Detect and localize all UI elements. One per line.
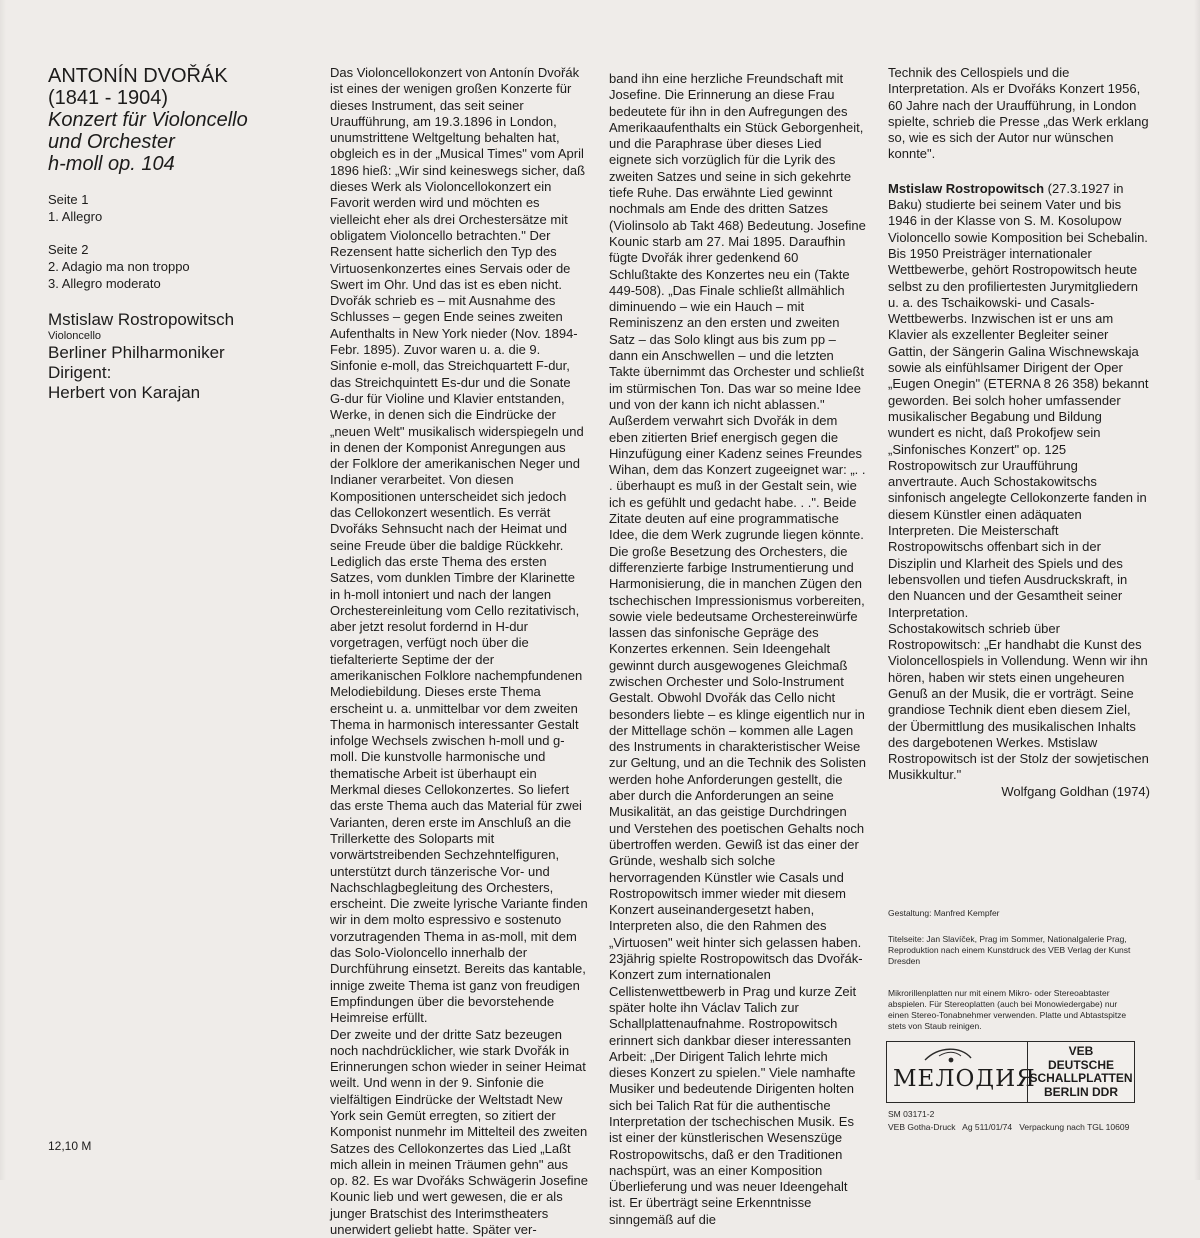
label-logo-box: [886, 1041, 1135, 1103]
composer-dates: (1841 - 1904): [48, 87, 169, 109]
liner-notes-column-3: [888, 65, 1150, 800]
paragraph: Der zweite und der dritte Satz bezeugen noch nachdrücklicher, wie stark Dvořák in Erinnerungen schon wieder in seiner Heimat weilt. Und wenn in der 9. Sinfonie die vielfältigen Eindrücke der Weltstadt New York sein Gemüt erregten, so zitiert der Komponist nunmehr im Mittelteil des zweiten Satzes des Cellokonzertes das Lied „Laßt mich allein in meinen Träumen gehn" aus op. 82. Es war Dvořáks Schwägerin Josefine Kounic lieb und wert gewesen, die er als junger Bratschist des Interimstheaters unerwidert geliebt hatte. Später ver-: [330, 1026, 588, 1238]
biography-name: Mstislaw Rostropowitsch: [888, 180, 1045, 196]
printer-line: VEB Gotha-Druck Ag 511/01/74 Verpackung nach TGL 10609: [888, 1122, 1130, 1132]
side-2-track-2: 2. Adagio ma non troppo: [48, 259, 190, 274]
veb-label-text: [1027, 1042, 1134, 1102]
conductor-name: Herbert von Karajan: [48, 383, 201, 402]
veb-line-3: SCHALLPLATTEN: [1029, 1071, 1133, 1085]
work-title-line-2: und Orchester: [48, 131, 175, 153]
author-credit: Wolfgang Goldhan (1974): [1001, 783, 1150, 799]
side-2-label: Seite 2: [48, 242, 89, 257]
cover-credit: Titelseite: Jan Slavíček, Prag im Sommer, Nationalgalerie Prag, Reproduktion nach einem Kunstdruck des VEB Verlag der Kunst Dresden: [888, 934, 1131, 966]
side-1-track-1: 1. Allegro: [48, 209, 103, 224]
side-1-label: Seite 1: [48, 192, 89, 207]
price: 12,10 M: [48, 1139, 92, 1153]
soloist-name: Mstislaw Rostropowitsch: [48, 310, 235, 329]
catalog-number: SM 03171-2: [888, 1109, 935, 1119]
paragraph: Technik des Cellospiels und die Interpretation. Als er Dvořáks Konzert 1956, 60 Jahre nach der Uraufführung, in London spielte, schrieb die Presse „das Werk erklang so, wie es sich der Autor nur wünschen konnte".: [888, 65, 1149, 162]
composer-name: ANTONÍN DVOŘÁK: [48, 65, 228, 87]
paragraph: 23jährig spielte Rostropowitsch das Dvořák-Konzert zum internationalen Cellistenwettbewerb in Prag und kurze Zeit später holte ihn Václav Talich zur Schallplattenaufnahme. Rostropowitsch erinnert sich dankbar dieser interessanten Arbeit: „Der Dirigent Talich lehrte mich dieses Konzert zu spielen." Viele namhafte Musiker und bedeutende Dirigenten holten sich bei Talich Rat für die authentische Interpretation der tschechischen Musik. Es ist einer der künstlerischen Wesenszüge Rostropowitschs, daß er den Traditionen nachspürt, was an einer Komposition Überlieferung und was neuer Ideengehalt ist. Er überträgt seine Erkenntnisse sinngemäß auf die: [609, 951, 863, 1227]
paragraph: band ihn eine herzliche Freundschaft mit Josefine. Die Erinnerung an diese Frau bedeutete für ihn in den Aufregungen des Amerikaaufenthalts ein Stück Geborgenheit, und die Paraphrase über dieses Lied eignete sich vorzüglich für die Lyrik des zweiten Satzes und seine in sich gekehrte tiefe Ruhe. Das erwähnte Lied gewinnt nochmals am Ende des dritten Satzes (Violinsolo ab Takt 468) Bedeutung. Josefine Kounic starb am 27. Mai 1895. Daraufhin fügte Dvořák ihrer gedenkend 60 Schlußtakte des Konzertes neu ein (Takte 449-508). „Das Finale schließt allmählich diminuendo – wie ein Hauch – mit Reminiszenz an den ersten und zweiten Satz – das Solo klingt aus bis zum pp – dann ein Anschwellen – und die letzten Takte übernimmt das Orchester und schließt im stürmischen Ton. Das war so meine Idee und von der kann ich nicht ablassen." Außerdem verwahrt sich Dvořák in dem eben zitierten Brief energisch gegen die Hinzufügung einer Kadenz seines Freundes Wihan, dem das Konzert zugeeignet war: „. . . überhaupt es muß in der Gestalt sein, wie ich es gefühlt und gedacht habe. . .". Beide Zitate deuten auf eine programmatische Idee, die dem Werk zugrunde liegen könnte. Die große Besetzung des Orchesters, die differenzierte farbige Instrumentierung und Harmonisierung, die in manchen Zügen den tschechischen Impressionismus vorbereiten, sowie viele bedeutsame Orchestereinwürfe lassen das sinfonische Gepräge des Konzertes erkennen. Sein Ideengehalt gewinnt durch ausgewogenes Gleichmaß zwischen Orchester und Solo-Instrument Gestalt. Obwohl Dvořák das Cello nicht besonders liebte – es klinge eigentlich nur in der Mittellage schön – kommen alle Lagen des Instruments in charakteristischer Weise zur Geltung, und an die Technik des Solisten werden hohe Anforderungen gestellt, die aber durch die Anforderungen an seine Musikalität, an das geistige Durchdringen und Verstehen des poetischen Gehalts noch übertroffen werden. Gewiß ist das einer der Gründe, weshalb sich solche hervorragenden Künstler wie Casals und Rostropowitsch immer wieder mit diesem Konzert auseinandergesetzt haben, Interpreten also, die den Rahmen des „Virtuosen" weit hinter sich gelassen haben.: [609, 71, 867, 950]
veb-line-4: BERLIN DDR: [1044, 1084, 1118, 1099]
liner-notes-column-1: [330, 65, 588, 1238]
orchestra-name: Berliner Philharmoniker: [48, 343, 225, 362]
design-credit: Gestaltung: Manfred Kempfer: [888, 908, 1000, 918]
side-2-track-3: 3. Allegro moderato: [48, 276, 161, 291]
conductor-label: Dirigent:: [48, 363, 112, 382]
work-title-line-3: h-moll op. 104: [48, 153, 175, 175]
title-block: [48, 65, 298, 403]
veb-line-2: DEUTSCHE: [1047, 1057, 1114, 1072]
melodiya-logo: [887, 1042, 1036, 1102]
liner-notes-column-2: [609, 71, 867, 1228]
veb-line-1: VEB: [1068, 1044, 1094, 1058]
quote-paragraph: Schostakowitsch schrieb über Rostropowitsch: „Er handhabt die Kunst des Violoncellospiels in Vollendung. Wenn wir ihn hören, haben wir stets einen ungeheuren Genuß an der Musik, die er vorträgt. Seine grandiose Technik dient eben diesem Ziel, der Übermittlung des musikalischen Inhalts des dargebotenen Werkes. Mstislaw Rostropowitsch ist der Stolz der sowjetischen Musikkultur.": [888, 620, 1149, 783]
soloist-instrument: Violoncello: [48, 330, 102, 342]
paragraph: Dvořák schrieb es – mit Ausnahme des Schlusses – gegen Ende seines zweiten Aufenthalts in New York nieder (Nov. 1894-Febr. 1895). Zuvor waren u. a. die 9. Sinfonie e-moll, das Streichquartett F-dur, das Streichquintett Es-dur und die Sonate G-dur für Violine und Klavier entstanden, Werke, in denen sich die Eindrücke der „neuen Welt" musikalisch widerspiegeln und in denen der Komponist Anregungen aus der Folklore der amerikanischen Neger und Indianer verarbeitet. Von diesen Kompositionen unterscheidet sich jedoch das Cellokonzert wesentlich. Es verrät Dvořáks Sehnsucht nach der Heimat und seine Freude über die baldige Rückkehr. Lediglich das erste Thema des ersten Satzes, vom dunklen Timbre der Klarinette in h-moll intoniert und nach der langen Orchestereinleitung vom Cello rezitativisch, aber jetzt resolut fordernd in H-dur vorgetragen, verfügt noch über die tiefalterierte Septime der der amerikanischen Folklore nachempfundenen Melodiebildung. Dieses erste Thema erscheint u. a. unmittelbar vor dem zweiten Thema in harmonisch interessanter Gestalt infolge Wechsels zwischen h-moll und g-moll. Die kunstvolle harmonische und thematische Arbeit ist überhaupt ein Merkmal dieses Cellokonzertes. So liefert das erste Thema auch das Material für zwei Varianten, deren erste im Anschluß an die Trillerkette des Soloparts mit vorwärtstreibenden Sechzehntelfiguren, unterstützt durch tänzerische Vor- und Nachschlagbegleitung des Orchesters, erscheint. Die zweite lyrische Variante finden wir in dem molto espressivo e sostenuto vorzutragenden Thema in as-moll, mit dem das Solo-Violoncello innerhalb der Durchführung einsetzt. Bereits das kantable, innige zweite Thema ist ganz von freudigen Empfindungen über die bevorstehende Heimreise erfüllt.: [330, 293, 588, 1026]
work-title-line-1: Konzert für Violoncello: [48, 109, 248, 131]
care-instructions: Mikrorillenplatten nur mit einem Mikro- oder Stereoabtaster abspielen. Für Stereoplatten (auch bei Monowiedergabe) nur einen Stereo-Tonabnehmer verwenden. Platte und Abtastspitze stets von Staub reinigen.: [888, 988, 1127, 1031]
biography-text: (27.3.1927 in Baku) studierte bei seinem Vater und bis 1946 in der Klasse von S. M. Kosolupow Violoncello sowie Komposition bei Schebalin. Bis 1950 Preisträger internationaler Wettbewerbe, gehört Rostropowitsch heute selbst zu den profiliertesten Jurymitgliedern u. a. des Tschaikowski- und Casals-Wettbewerbs. Inzwischen ist er uns am Klavier als exzellenter Begleiter seiner Gattin, der Sängerin Galina Wischnewskaja sowie als einfühlsamer Dirigent der Oper „Eugen Onegin" (ETERNA 8 26 358) bekannt geworden. Bei solch hoher umfassender musikalischer Begabung und Bildung wundert es nicht, daß Prokofjew sein „Sinfonisches Konzert" op. 125 Rostropowitsch zur Uraufführung anvertraute. Auch Schostakowitschs sinfonisch angelegte Cellokonzerte fanden in diesem Künstler einen adäquaten Interpreten. Die Meisterschaft Rostropowitschs offenbart sich in der Disziplin und Klarheit des Spiels und des lebensvollen und tiefen Ausdruckskraft, in den Nuancen und der Gesamtheit seiner Interpretation.: [888, 180, 1149, 620]
biography-paragraph: [888, 181, 1150, 621]
paragraph: Das Violoncellokonzert von Antonín Dvořák ist eines der wenigen großen Konzerte für dieses Instrument, das seit seiner Uraufführung, am 19.3.1896 in London, unumstrittene Weltgeltung behalten hat, obgleich es in der „Musical Times" vom April 1896 hieß: „Wir sind keineswegs sicher, daß dieses Werk als Violoncellokonzert ein Favorit werden wird und möchten es vielleicht eher als drei Orchestersätze mit obligatem Violoncello betrachten." Der Rezensent hatte sicherlich den Typ des Virtuosenkonzertes eines Servais oder de Swert im Ohr. Und das ist es eben nicht.: [330, 65, 586, 292]
melodiya-wordmark: МЕЛОДИЯ: [893, 1066, 1036, 1092]
